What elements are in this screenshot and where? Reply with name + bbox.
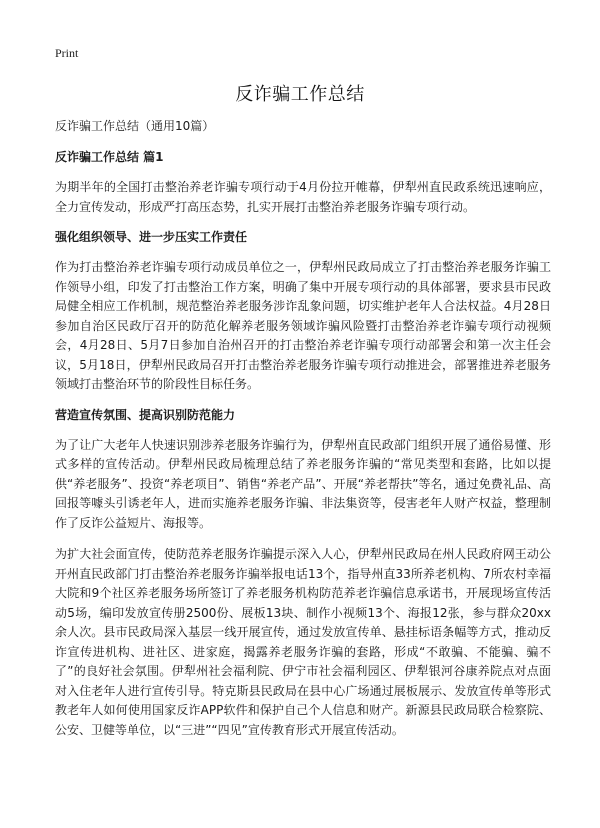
section-heading: 反诈骗工作总结 篇1 xyxy=(55,150,164,164)
intro-paragraph: 为期半年的全国打击整治养老诈骗专项行动于4月份拉开帷幕，伊犁州直民政系统迅速响应，全力宣传发动，形成严打高压态势，扎实开展打击整治养老服务诈骗专项行动。 xyxy=(55,180,551,214)
document-subtitle: 反诈骗工作总结（通用10篇） xyxy=(55,119,215,133)
document-body xyxy=(55,118,551,752)
heading-organization: 强化组织领导、进一步压实工作责任 xyxy=(55,230,248,244)
heading-publicity: 营造宣传氛围、提高识别防范能力 xyxy=(55,407,236,422)
print-link[interactable]: Print xyxy=(55,46,79,60)
paragraph-publicity-1: 为了让广大老年人快速识别涉养老服务诈骗行为，伊犁州直民政部门组织开展了通俗易懂、形式多样的宣传活动。伊犁州民政局梳理总结了养老服务诈骗的“常见类型和套路，比如以提供“养老服务”、投资“养老项目”、销售“养老产品”、开展“养老帮扶”等名，通过免费礼品、高回报等噱头引诱老年人，进而实施养老服务诈骗、非法集资等，侵害老年人财产权益，整理制作了反诈公益短片、海报等。 xyxy=(55,437,551,530)
paragraph-organization: 作为打击整治养老诈骗专项行动成员单位之一，伊犁州民政局成立了打击整治养老服务诈骗工作领导小组，印发了打击整治工作方案，明确了集中开展专项行动的具体部署，要求县市民政局健全相应工作机制，规范整治养老服务涉诈乱象问题，切实维护老年人合法权益。4月28日参加自治区民政厅召开的防范化解养老服务领域诈骗风险暨打击整治养老诈骗专项行动视频会，4月28日、5月7日参加自治州召开的打击整治养老诈骗专项行动部署会和第一次主任会议，5月18日，伊犁州民政局召开打击整治养老服务诈骗专项行动推进会，部署推进养老服务领域打击整治环节的阶段性目标任务。 xyxy=(55,260,551,391)
document-title: 反诈骗工作总结 xyxy=(235,84,365,105)
paragraph-publicity-2: 为扩大社会面宣传，使防范养老服务诈骗提示深入人心，伊犁州民政局在州人民政府网王动公开州直民政部门打击整治养老服务诈骗举报电话13个，指导州直33所养老机构、7所农村幸福大院和9个社区养老服务场所签订了养老服务机构防范养老诈骗信息承诺书，开展现场宣传活动5场，编印发放宣传册2500份、展板13块、制作小视频13个、海报12张，参与群众20xx余人次。县市民政局深入基层一线开展宣传，通过发放宣传单、悬挂标语条幅等方式，推动反诈宣传进机构、进社区、进家庭，揭露养老服务诈骗的套路，形成“不敢骗、不能骗、骗不了”的良好社会氛围。伊犁州社会福利院、伊宁市社会福利园区、伊犁银河谷康养院点对点面对入住老年人进行宣传引导。特克斯县民政局在县中心广场通过展板展示、发放宣传单等形式教老年人如何使用国家反诈APP软件和保护自己个人信息和财产。新源县民政局联合检察院、公安、卫健等单位，以“三进”“四见”宣传教育形式开展宣传活动。 xyxy=(55,547,551,737)
